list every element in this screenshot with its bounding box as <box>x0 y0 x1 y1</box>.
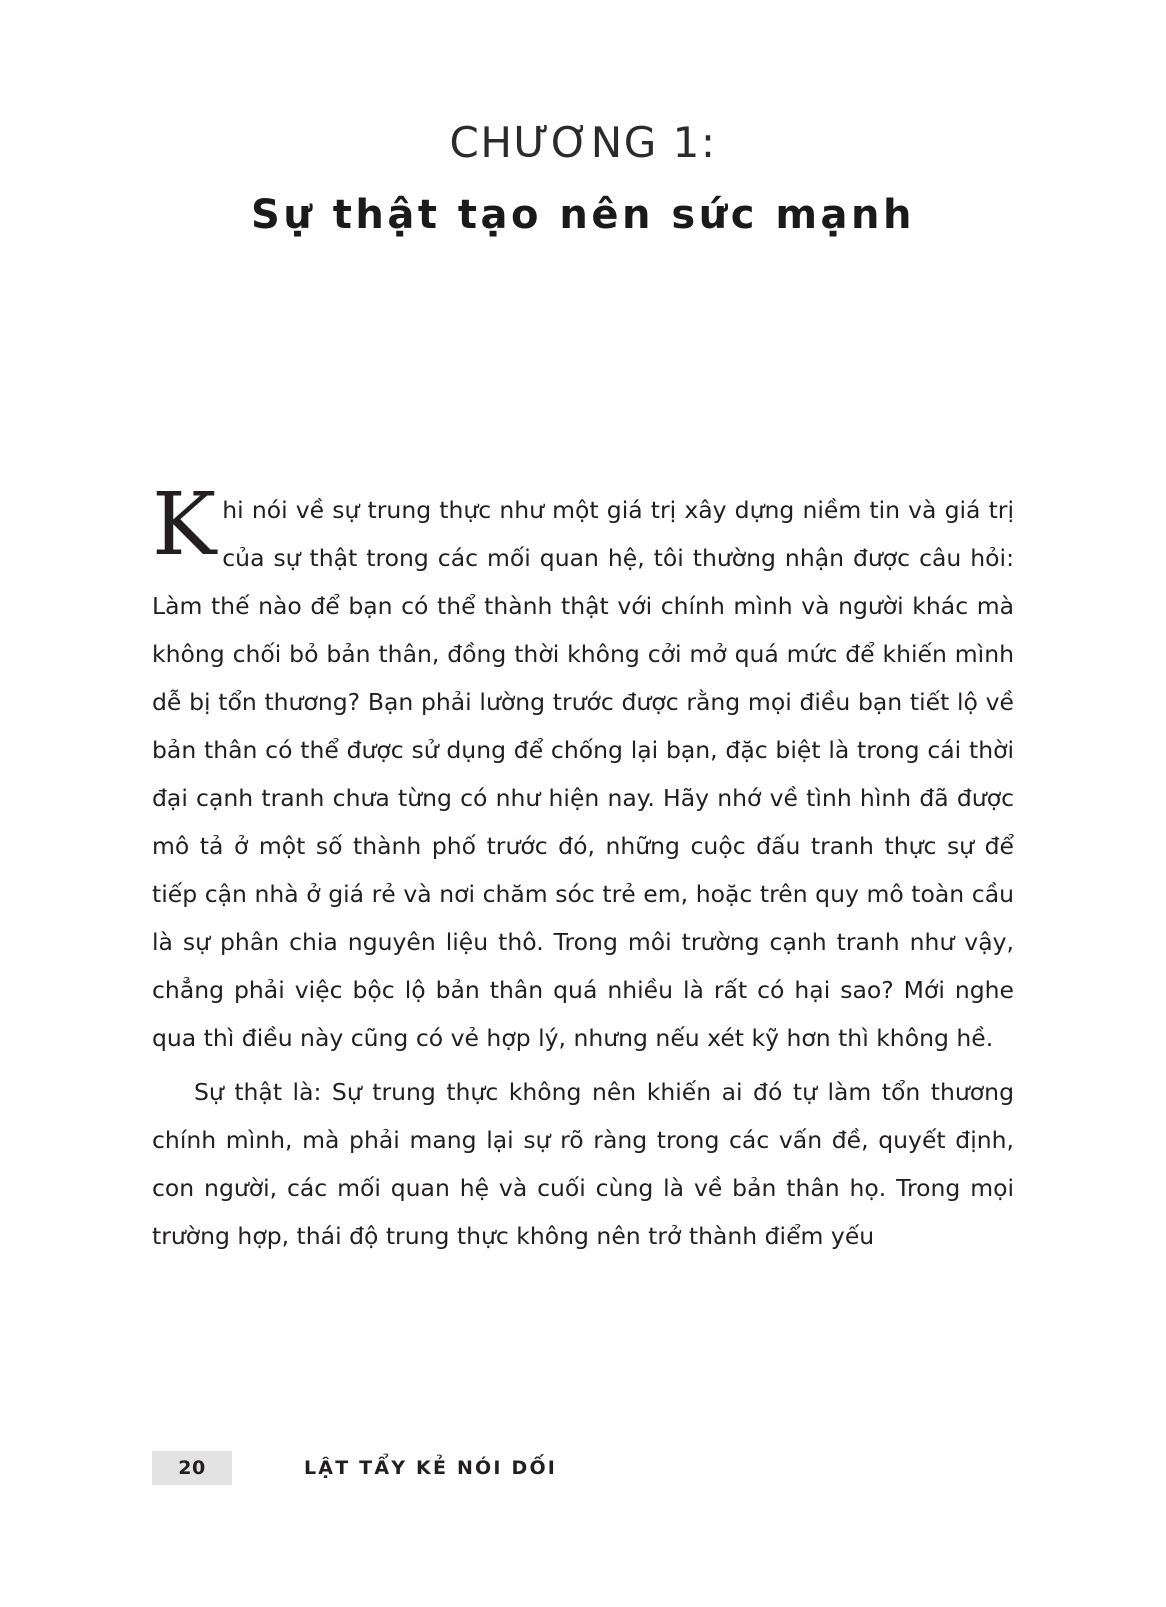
paragraph-1 <box>152 475 1014 1062</box>
chapter-title: Sự thật tạo nên sức mạnh <box>251 192 915 239</box>
body-text <box>152 475 1014 1260</box>
chapter-number: CHƯƠNG 1: <box>449 118 717 167</box>
running-head: LẬT TẨY KẺ NÓI DỐI <box>304 1457 558 1479</box>
folio-box <box>152 1451 232 1485</box>
chapter-heading <box>0 0 1166 240</box>
page-footer <box>152 1451 557 1485</box>
drop-cap: K <box>152 475 217 575</box>
paragraph-1-text: hi nói về sự trung thực như một giá trị xây dựng niềm tin và giá trị của sự thật trong các mối quan hệ, tôi thường nhận được câu hỏi: Làm thế nào để bạn có thể thành thật với chính mình và người khác mà không chối bỏ bản thân, đồng thời không cởi mở quá mức để khiến mình dễ bị tổn thương? Bạn phải lường trước được rằng mọi điều bạn tiết lộ về bản thân có thể được sử dụng để chống lại bạn, đặc biệt là trong cái thời đại cạnh tranh chưa từng có như hiện nay. Hãy nhớ về tình hình đã được mô tả ở một số thành phố trước đó, những cuộc đấu tranh thực sự để tiếp cận nhà ở giá rẻ và nơi chăm sóc trẻ em, hoặc trên quy mô toàn cầu là sự phân chia nguyên liệu thô. Trong môi trường cạnh tranh như vậy, chẳng phải việc bộc lộ bản thân quá nhiều là rất có hại sao? Mới nghe qua thì điều này cũng có vẻ hợp lý, nhưng nếu xét kỹ hơn thì không hề. <box>152 496 1014 1052</box>
paragraph-2: Sự thật là: Sự trung thực không nên khiến ai đó tự làm tổn thương chính mình, mà phải mang lại sự rõ ràng trong các vấn đề, quyết định, con người, các mối quan hệ và cuối cùng là về bản thân họ. Trong mọi trường hợp, thái độ trung thực không nên trở thành điểm yếu <box>152 1078 1014 1250</box>
page-number: 20 <box>178 1457 206 1479</box>
